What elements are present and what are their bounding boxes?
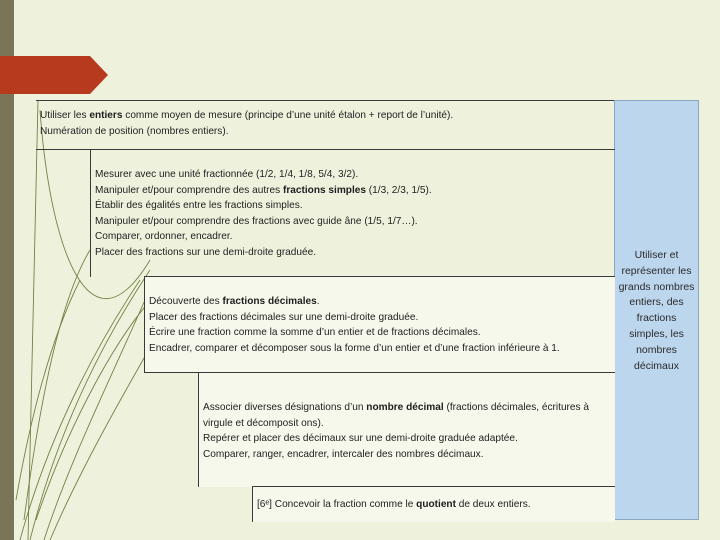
text-segment: Associer diverses désignations d’un [203, 402, 367, 413]
text-segment: Repérer et placer des décimaux sur une demi-droite graduée adaptée. [203, 433, 518, 444]
step-line [95, 183, 609, 199]
text-segment: [6ᵉ] Concevoir la fraction comme le [257, 499, 417, 510]
step-line [95, 167, 609, 183]
key-term: quotient [416, 499, 456, 510]
summary-line: simples, les [629, 327, 684, 340]
text-segment: Encadrer, comparer et décomposer sous la forme d’un entier et d’une fraction inférieure à 1. [149, 342, 560, 354]
step-line [149, 341, 609, 357]
key-term: entiers [89, 110, 123, 121]
text-segment: Manipuler et/pour comprendre des fractions avec guide âne (1/5, 1/7…). [95, 215, 418, 227]
text-segment: Comparer, ranger, encadrer, intercaler des nombres décimaux. [203, 448, 484, 460]
step-line [203, 400, 609, 431]
text-segment: comme moyen de mesure (principe d’une unité étalon + report de l’unité). [122, 110, 454, 121]
step-2-fractions-simples [90, 149, 615, 277]
text-segment: Placer des fractions décimales sur une demi-droite graduée. [149, 311, 419, 323]
text-segment: Placer des fractions sur une demi-droite graduée. [95, 246, 317, 258]
summary-line: fractions [636, 312, 677, 325]
step-line [95, 198, 609, 214]
step-3-fractions-decimales [144, 276, 615, 373]
text-segment: Comparer, ordonner, encadrer. [95, 231, 233, 242]
summary-line: grands nombres [618, 280, 695, 293]
step-line [95, 214, 609, 230]
text-segment: (fractions décimales, écritures à virgule et décomposit ons). [203, 402, 589, 429]
summary-line: décimaux [634, 359, 679, 372]
text-segment: Découverte des [149, 296, 223, 307]
step-5-quotient [252, 486, 615, 522]
step-line [40, 108, 609, 124]
key-term: nombre décimal [366, 402, 444, 413]
step-4-nombres-decimaux [198, 372, 615, 487]
text-segment: Établir des égalités entre les fractions simples. [95, 200, 303, 211]
text-segment: Manipuler et/pour comprendre des autres [95, 184, 283, 196]
step-line [149, 310, 609, 326]
text-segment: Écrire une fraction comme la somme d’un entier et de fractions décimales. [149, 327, 481, 338]
step-line [95, 245, 609, 261]
text-segment: (1/3, 2/3, 1/5). [366, 184, 432, 196]
key-term: fractions décimales [222, 296, 317, 307]
title-accent-tab [0, 56, 108, 94]
summary-line: entiers, des [629, 296, 684, 309]
summary-line: nombres [636, 343, 677, 356]
text-segment: de deux entiers. [455, 499, 531, 510]
step-line [257, 497, 609, 513]
text-segment: Utiliser les [40, 110, 90, 121]
step-line [149, 294, 609, 310]
text-segment: Numération de position (nombres entiers). [40, 125, 229, 137]
summary-line: représenter les [621, 264, 692, 277]
step-line [40, 124, 609, 140]
summary-line: Utiliser et [634, 249, 679, 261]
text-segment: . [316, 296, 320, 307]
step-line [95, 229, 609, 245]
text-segment: Mesurer avec une unité fractionnée (1/2, 1/4, 1/8, 5/4, 3/2). [95, 169, 359, 180]
step-1-entiers [36, 100, 615, 150]
summary-text [614, 248, 699, 374]
step-line [203, 447, 609, 463]
key-term: fractions simples [282, 184, 366, 196]
step-line [203, 431, 609, 447]
step-line [149, 325, 609, 341]
